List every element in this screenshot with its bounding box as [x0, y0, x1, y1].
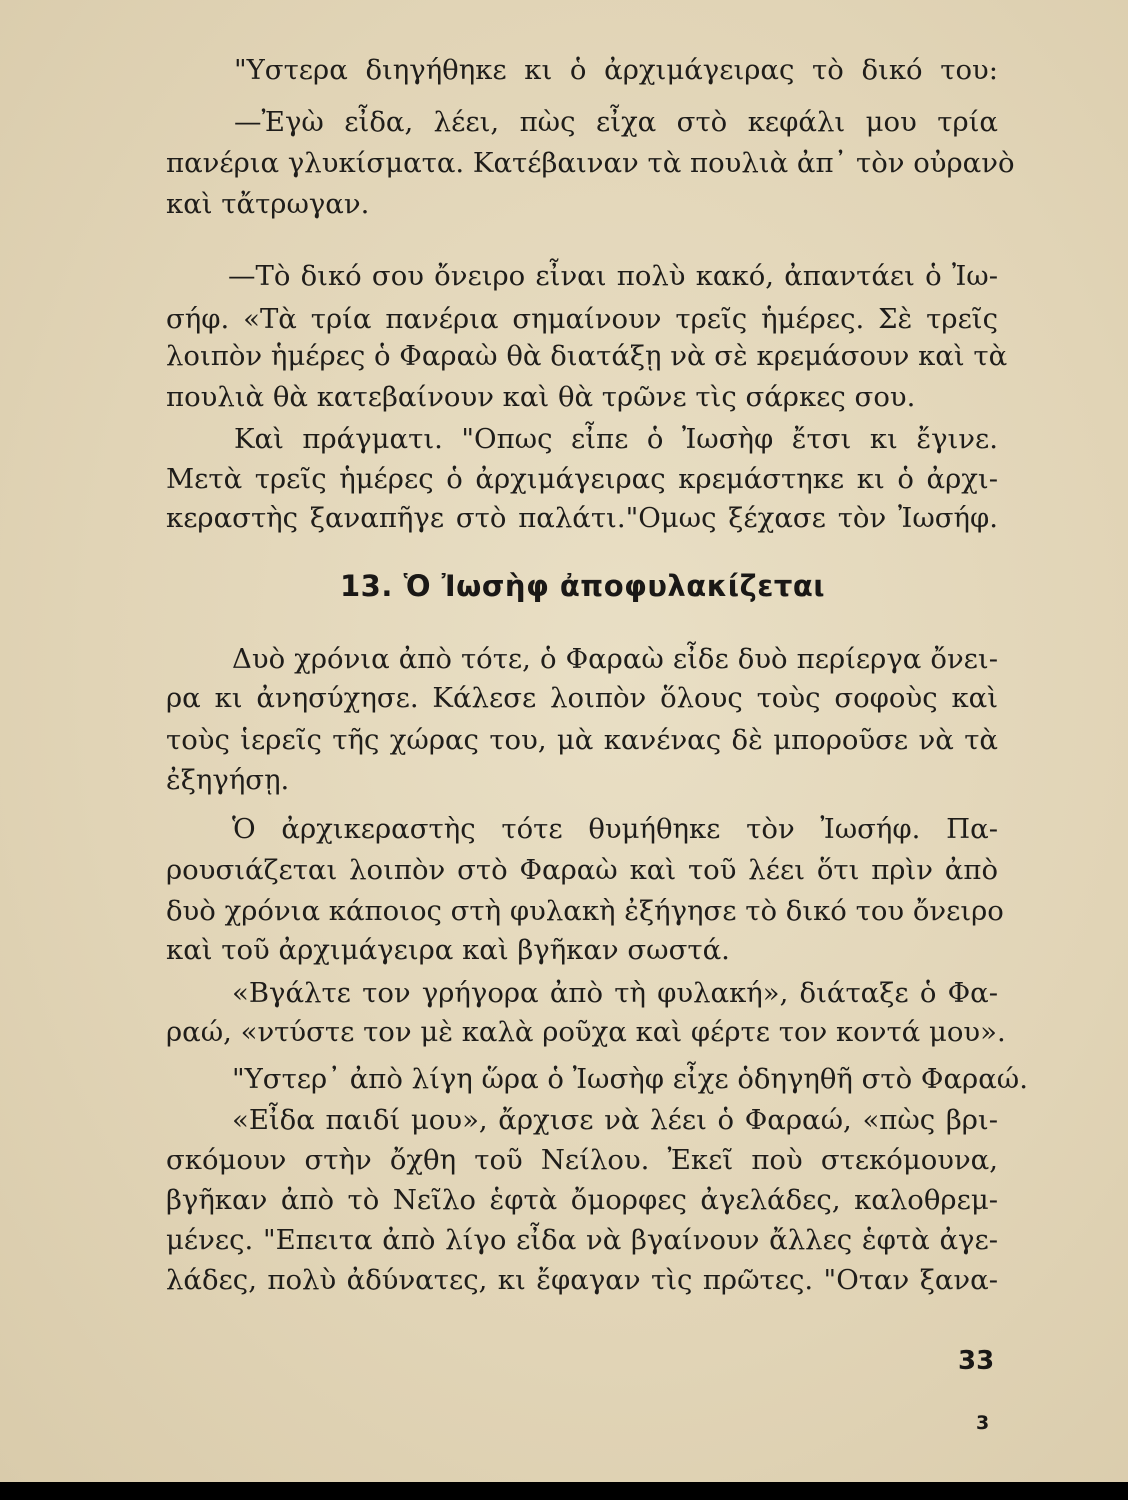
text-line: δυὸ χρόνια κάποιος στὴ φυλακὴ ἐξήγησε τὸ δικό του ὄνειρο — [166, 895, 1004, 927]
text-line: ρα κι ἀνησύχησε. Κάλεσε λοιπὸν ὅλους τοὺς σοφοὺς καὶ — [166, 682, 998, 714]
section-heading: 13. Ὁ Ἰωσὴφ ἀποφυλακίζεται — [340, 569, 826, 603]
text-line: καὶ τοῦ ἀρχιμάγειρα καὶ βγῆκαν σωστά. — [166, 934, 730, 966]
text-line: βγῆκαν ἀπὸ τὸ Νεῖλο ἑφτὰ ὄμορφες ἀγελάδες, καλοθρεμ- — [166, 1184, 998, 1216]
text-line: σήφ. «Τὰ τρία πανέρια σημαίνουν τρεῖς ἡμέρες. Σὲ τρεῖς — [166, 303, 998, 335]
text-line: ρουσιάζεται λοιπὸν στὸ Φαραὼ καὶ τοῦ λέει ὅτι πρὶν ἀπὸ — [166, 854, 998, 886]
text-line: Καὶ πράγματι. "Οπως εἶπε ὁ Ἰωσὴφ ἔτσι κι ἔγινε. — [234, 423, 998, 455]
text-line: Δυὸ χρόνια ἀπὸ τότε, ὁ Φαραὼ εἶδε δυὸ περίεργα ὄνει- — [232, 643, 998, 675]
text-line: «Βγάλτε τον γρήγορα ἀπὸ τὴ φυλακή», διάταξε ὁ Φα- — [232, 977, 998, 1009]
text-line: μένες. "Επειτα ἀπὸ λίγο εἶδα νὰ βγαίνουν ἄλλες ἑφτὰ ἀγε- — [166, 1224, 998, 1256]
text-line: σκόμουν στὴν ὄχθη τοῦ Νείλου. Ἐκεῖ ποὺ στεκόμουνα, — [166, 1144, 998, 1176]
text-line: τοὺς ἱερεῖς τῆς χώρας του, μὰ κανένας δὲ μποροῦσε νὰ τὰ — [166, 724, 998, 756]
text-line: καὶ τἄτρωγαν. — [166, 188, 370, 220]
text-line: —Τὸ δικό σου ὄνειρο εἶναι πολὺ κακό, ἀπαντάει ὁ Ἰω- — [228, 260, 998, 292]
text-line: πανέρια γλυκίσματα. Κατέβαιναν τὰ πουλιὰ ἀπ᾽ τὸν οὐρανὸ — [166, 147, 1015, 179]
text-line: —Ἐγὼ εἶδα, λέει, πὼς εἶχα στὸ κεφάλι μου τρία — [234, 106, 998, 138]
text-line: "Υστερ᾽ ἀπὸ λίγη ὥρα ὁ Ἰωσὴφ εἶχε ὁδηγηθῆ στὸ Φαραώ. — [232, 1063, 1028, 1095]
text-line: Μετὰ τρεῖς ἡμέρες ὁ ἀρχιμάγειρας κρεμάστηκε κι ὁ ἀρχι- — [166, 463, 998, 495]
text-line: ραώ, «ντύστε τον μὲ καλὰ ροῦχα καὶ φέρτε τον κοντά μου». — [166, 1016, 1006, 1048]
text-line: "Υστερα διηγήθηκε κι ὁ ἀρχιμάγειρας τὸ δικό του: — [234, 54, 998, 86]
text-line: λάδες, πολὺ ἀδύνατες, κι ἔφαγαν τὶς πρῶτες. "Οταν ξανα- — [166, 1264, 998, 1296]
text-line: λοιπὸν ἡμέρες ὁ Φαραὼ θὰ διατάξῃ νὰ σὲ κρεμάσουν καὶ τὰ — [166, 340, 1008, 372]
scan-border — [0, 1482, 1128, 1500]
text-line: Ὁ ἀρχικεραστὴς τότε θυμήθηκε τὸν Ἰωσήφ. Πα- — [232, 813, 998, 845]
text-line: «Εἶδα παιδί μου», ἄρχισε νὰ λέει ὁ Φαραώ, «πὼς βρι- — [232, 1104, 998, 1136]
text-line: κεραστὴς ξαναπῆγε στὸ παλάτι."Ομως ξέχασε τὸν Ἰωσήφ. — [166, 502, 998, 534]
text-line: πουλιὰ θὰ κατεβαίνουν καὶ θὰ τρῶνε τὶς σάρκες σου. — [166, 381, 916, 413]
signature-mark: 3 — [976, 1412, 990, 1434]
text-line: ἐξηγήσῃ. — [166, 764, 290, 796]
page-number: 33 — [958, 1346, 995, 1376]
